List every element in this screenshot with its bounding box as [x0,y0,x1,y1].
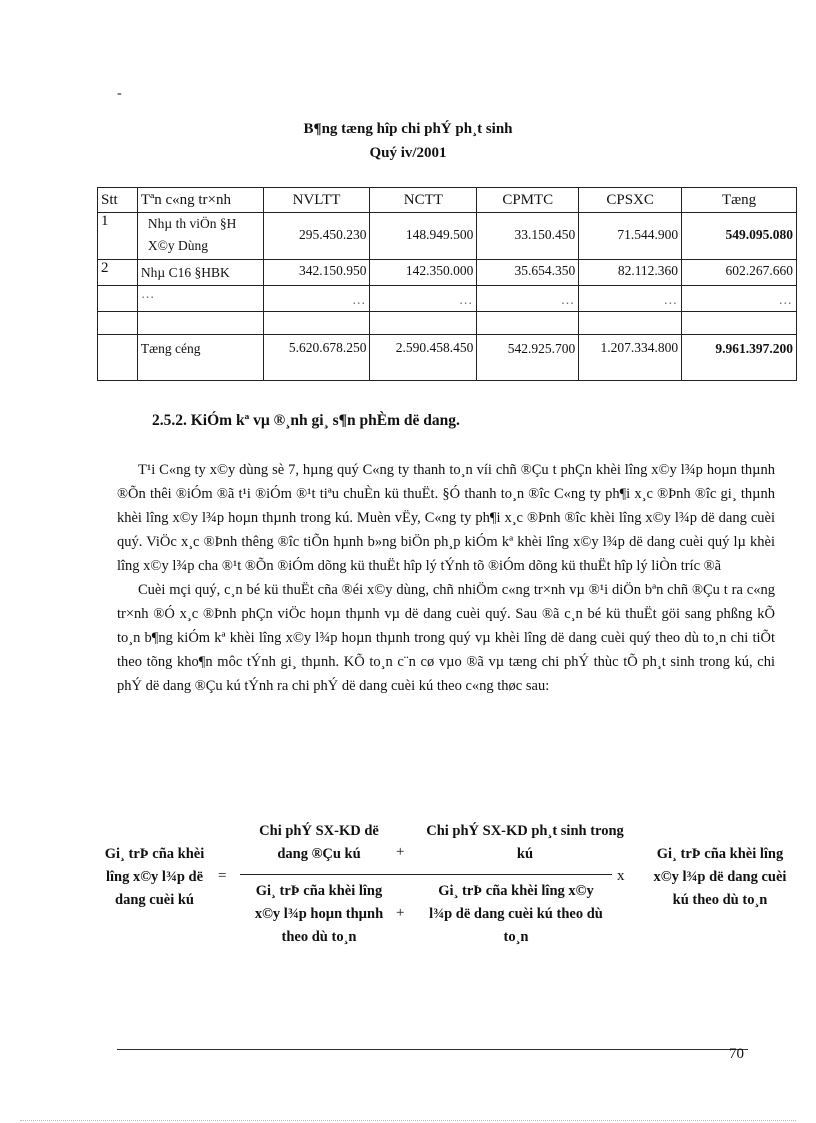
formula-denominator-b: Gi¸ trÞ cña khèi lîng x©y l¾p dë dang cuèi kú theo dù to¸n [429,883,603,945]
header-nctt: NCTT [370,188,477,213]
empty-cell [370,312,477,335]
empty-cell [137,312,263,335]
header-project-name: Tªn c«ng tr×nh [137,188,263,213]
row-stt: 2 [98,260,138,286]
paragraph: T¹i C«ng ty x©y dùng sè 7, hµng quý C«ng ty thanh to¸n víi chñ ®Çu t phÇn khèi lîng x©y l¾p hoµn thµnh ®Õn thêi ®iÓm ®ã t¹i ®iÓm ®¹t tiªu chuÈn kü thuËt. §Ó thanh to¸n ®îc C«ng ty ph¶i x¸c ®Þnh ®îc gi¸ thµnh khèi lîng x©y l¾p hoµn thµnh trong kú. Muèn vËy, C«ng ty ph¶i x¸c ®Þnh ®îc khèi lîng x©y l¾p dë dang cuèi quý. ViÖc x¸c ®Þnh thêng ®îc tiÕn hµnh b»ng biÖn ph¸p kiÓm kª khèi lîng x©y l¾p dë dang cuèi quý lµ khèi lîng x©y l¾p cha ®¹t ®Õn ®iÓm dõng kü thuËt hîp lý tÝnh tõ ®iÓm dõng kü thuËt hîp lý liÒn tríc ®ã [117,462,775,574]
table-row-ellipsis [98,286,797,312]
empty-cell [682,312,797,335]
formula-plus-bottom: + [396,905,405,921]
body-text [117,458,775,698]
formula-rhs: Gi¸ trÞ cña khèi lîng x©y l¾p dë dang cuèi kú theo dù to¸n [653,846,787,908]
fraction-bar [240,874,612,875]
row-nctt: 148.949.500 [370,213,477,260]
ellipsis-cell [98,286,138,312]
ellipsis-cell: … [682,286,797,312]
header-cpmtc: CPMTC [477,188,579,213]
header-nvltt: NVLTT [263,188,370,213]
formula-numerator-b: Chi phÝ SX-KD ph¸t sinh trong kú [426,823,624,862]
header-total: Tæng [682,188,797,213]
top-dash-mark: - [117,86,122,101]
table-subtitle-quarter: Quý iv/2001 [369,145,447,161]
header-stt: Stt [98,188,138,213]
footer-rule [117,1049,748,1050]
row-nctt: 142.350.000 [370,260,477,286]
total-nvltt: 5.620.678.250 [263,335,370,381]
empty-cell [579,312,682,335]
table-title: B¶ng tæng hîp chi phÝ ph¸t sinh [303,121,513,137]
row-total: 602.267.660 [682,260,797,286]
total-cpsxc: 1.207.334.800 [579,335,682,381]
table-row [98,213,797,260]
total-cpmtc: 542.925.700 [477,335,579,381]
row-cpsxc: 71.544.900 [579,213,682,260]
ellipsis-cell: … [137,286,263,312]
ellipsis-cell: … [579,286,682,312]
formula-plus-top: + [396,844,405,860]
page-bottom-border [20,1120,796,1121]
header-cpsxc: CPSXC [579,188,682,213]
page-number: 70 [729,1046,744,1062]
empty-cell [263,312,370,335]
formula-numerator-a: Chi phÝ SX-KD dë dang ®Çu kú [259,823,379,862]
section-heading: 2.5.2. KiÓm kª vµ ®¸nh gi¸ s¶n phÈm dë dang. [152,412,460,429]
row-nvltt: 295.450.230 [263,213,370,260]
empty-cell [98,312,138,335]
row-nvltt: 342.150.950 [263,260,370,286]
row-stt: 1 [98,213,138,260]
formula-denominator-a: Gi¸ trÞ cña khèi lîng x©y l¾p hoµn thµnh theo dù to¸n [254,883,384,945]
formula-equals: = [218,868,227,884]
row-cpmtc: 33.150.450 [477,213,579,260]
formula-lhs: Gi¸ trÞ cña khèi lîng x©y l¾p dë dang cuèi kú [104,846,205,908]
table-row [98,260,797,286]
table-total-row [98,335,797,381]
ellipsis-cell: … [370,286,477,312]
formula-times: x [617,868,625,884]
paragraph: Cuèi mçi quý, c¸n bé kü thuËt cña ®éi x©y dùng, chñ nhiÖm c«ng tr×nh vµ ®¹i diÖn bªn chñ ®Çu t ra c«ng tr×nh ®Ó x¸c ®Þnh phÇn viÖc hoµn thµnh vµ dë dang cuèi quý. Sau ®ã c¸n bé kü thuËt göi sang phßng kÕ to¸n b¶ng kiÓm kª khèi lîng x©y l¾p hoµn thµnh trong quý vµ khèi lîng dë dang cuèi quý theo dù to¸n chi tiÕt theo tõng kho¶n môc tÝnh gi¸ thµnh. KÕ to¸n c¨n cø vµo ®ã vµ tæng chi phÝ thùc tÕ ph¸t sinh trong kú, chi phÝ dë dang ®Çu kú tÝnh ra chi phÝ dë dang cuèi kú theo c«ng thøc sau: [117,582,775,694]
row-cpmtc: 35.654.350 [477,260,579,286]
total-grand: 9.961.397.200 [682,335,797,381]
total-stt [98,335,138,381]
cost-summary-table [97,187,797,381]
table-row-empty [98,312,797,335]
ellipsis-cell: … [263,286,370,312]
table-header-row [98,188,797,213]
empty-cell [477,312,579,335]
row-cpsxc: 82.112.360 [579,260,682,286]
row-total: 549.095.080 [682,213,797,260]
row-project-name: Nhµ th viÖn §H X©y Dùng [137,213,263,260]
row-project-name: Nhµ C16 §HBK [137,260,263,286]
ellipsis-cell: … [477,286,579,312]
total-nctt: 2.590.458.450 [370,335,477,381]
total-label: Tæng céng [137,335,263,381]
